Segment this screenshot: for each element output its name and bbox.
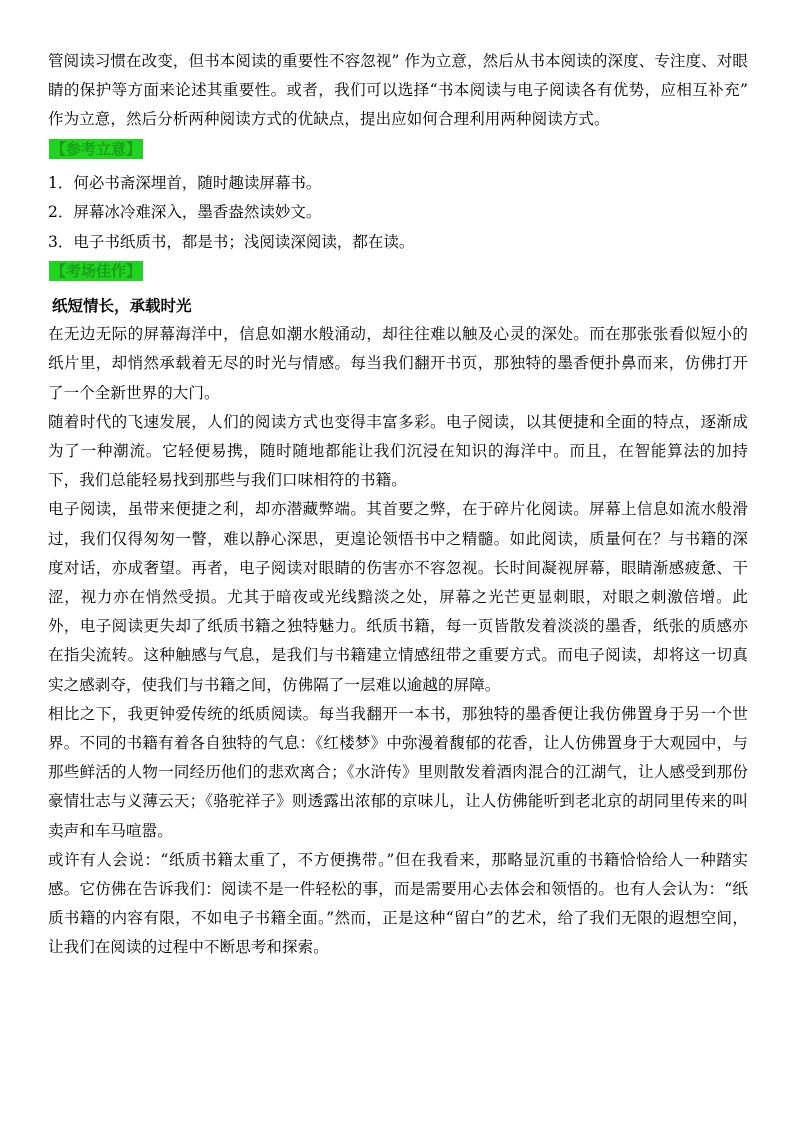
essay-paragraph: 或许有人会说：“纸质书籍太重了，不方便携带。”但在我看来，那略显沉重的书籍恰恰给人一种踏实感。它仿佛在告诉我们：阅读不是一件轻松的事，而是需要用心去体会和领悟的。也有人会认为：“纸质书籍的内容有限，不如电子书籍全面。”然而，正是这种“留白”的艺术，给了我们无限的遐想空间，让我们在阅读的过程中不断思考和探索。 — [48, 850, 748, 957]
reference-item: 1．何必书斋深埋首，随时趣读屏幕书。 — [48, 173, 322, 192]
essay-title: 纸短情长，承载时光 — [52, 296, 192, 316]
reference-item: 3．电子书纸质书，都是书；浅阅读深阅读，都在读。 — [48, 232, 415, 251]
reference-tag-row — [48, 139, 748, 167]
essay-paragraph: 电子阅读，虽带来便捷之利，却亦潜藏弊端。其首要之弊，在于碎片化阅读。屏幕上信息如流水般滑过，我们仅得匆匆一瞥，难以静心深思，更遑论领悟书中之精髓。如此阅读，质量何在？与书籍的深度对话，亦成奢望。再者，电子阅读对眼睛的伤害亦不容忽视。长时间凝视屏幕，眼睛渐感疲惫、干涩，视力亦在悄然受损。尤其于暗夜或光线黯淡之处，屏幕之光芒更显刺眼，对眼之刺激倍增。此外，电子阅读更失却了纸质书籍之独特魅力。纸质书籍，每一页皆散发着淡淡的墨香，纸张的质感亦在指尖流转。这种触感与气息，是我们与书籍建立情感纽带之重要方式。而电子阅读，却将这一切真实之感剥夺，使我们与书籍之间，仿佛隔了一层难以逾越的屏障。 — [48, 500, 748, 694]
reference-tag: 【参考立意】 — [51, 139, 142, 158]
intro-paragraph: 管阅读习惯在改变，但书本阅读的重要性不容忽视” 作为立意，然后从书本阅读的深度、专注度、对眼睛的保护等方面来论述其重要性。或者，我们可以选择“书本阅读与电子阅读各有优势，应相互补充” 作为立意，然后分析两种阅读方式的优缺点，提出应如何合理利用两种阅读方式。 — [48, 52, 748, 129]
reference-list — [48, 169, 748, 258]
document-page — [48, 47, 748, 963]
reference-item: 2．屏幕冰冷难深入，墨香盎然读妙文。 — [48, 203, 322, 222]
essay-paragraph: 在无边无际的屏幕海洋中，信息如潮水般涌动，却往往难以触及心灵的深处。而在那张张看似短小的纸片里，却悄然承载着无尽的时光与情感。每当我们翻开书页，那独特的墨香便扑鼻而来，仿佛打开了一个全新世界的大门。 — [48, 325, 748, 402]
sample-tag-row — [48, 261, 748, 289]
essay-paragraph: 随着时代的飞速发展，人们的阅读方式也变得丰富多彩。电子阅读，以其便捷和全面的特点，逐渐成为了一种潮流。它轻便易携，随时随地都能让我们沉浸在知识的海洋中。而且，在智能算法的加持下，我们总能轻易找到那些与我们口味相符的书籍。 — [48, 412, 748, 490]
essay-paragraph: 相比之下，我更钟爱传统的纸质阅读。每当我翻开一本书，那独特的墨香便让我仿佛置身于另一个世界。不同的书籍有着各自独特的气息：《红楼梦》中弥漫着馥郁的花香，让人仿佛置身于大观园中，与那些鲜活的人物一同经历他们的悲欢离合；《水浒传》里则散发着酒肉混合的江湖气，让人感受到那份豪情壮志与义薄云天；《骆驼祥子》则透露出浓郁的京味儿，让人仿佛能听到老北京的胡同里传来的叫卖声和车马喧嚣。 — [48, 704, 748, 840]
sample-tag: 【考场佳作】 — [51, 262, 142, 281]
